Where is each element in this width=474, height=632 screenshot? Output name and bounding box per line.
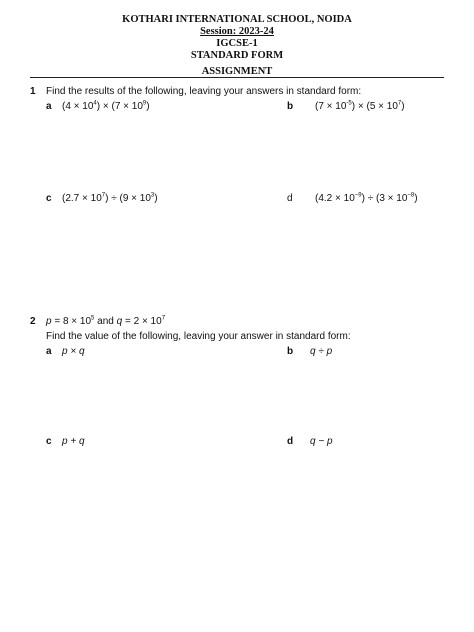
q2-part-a-expression: p × q <box>62 346 85 357</box>
q2-part-b-label: b <box>287 346 294 357</box>
q2-part-d-expression: q − p <box>310 436 333 447</box>
school-name: KOTHARI INTERNATIONAL SCHOOL, NOIDA <box>122 14 352 25</box>
question-1-number: 1 <box>30 86 36 97</box>
q1-part-d-expression: $(4.2 \times 10^{-9}) \div (3 \times 10^{-8})$ <box>315 192 418 204</box>
q1-part-a-expression: $(4 \times 10^4) \times (7 \times 10^9)$ <box>62 100 150 112</box>
q2-part-c-expression: p + q <box>62 436 85 447</box>
question-2-instruction: Find the value of the following, leaving your answer in standard form: <box>46 331 351 342</box>
topic-title: STANDARD FORM <box>190 50 284 61</box>
q2-part-a-label: a <box>46 346 52 357</box>
header-divider <box>30 77 444 78</box>
q1-part-c-expression: $(2.7 \times 10^7) \div (9 \times 10^3)$ <box>62 192 158 204</box>
grade: IGCSE-1 <box>216 38 258 49</box>
assignment-title: ASSIGNMENT <box>201 66 273 77</box>
q1-part-c-label: c <box>46 193 52 204</box>
question-2-given: $p = 8 \times 10^5$ and $q = 2 \times 10^7$ <box>46 315 166 327</box>
q1-part-a-label: a <box>46 101 52 112</box>
question-1-instruction: Find the results of the following, leaving your answers in standard form: <box>46 86 362 97</box>
session: Session: 2023-24 <box>200 26 274 37</box>
q2-part-d-label: d <box>287 436 294 447</box>
question-2-number: 2 <box>30 316 36 327</box>
q1-part-b-expression: $(7 \times 10^{-5}) \times (5 \times 10^7)$ <box>315 100 405 112</box>
q1-part-b-label: b <box>287 101 294 112</box>
q2-part-c-label: c <box>46 436 52 447</box>
q1-part-d-label: d <box>287 193 293 204</box>
q2-part-b-expression: q ÷ p <box>310 346 333 357</box>
